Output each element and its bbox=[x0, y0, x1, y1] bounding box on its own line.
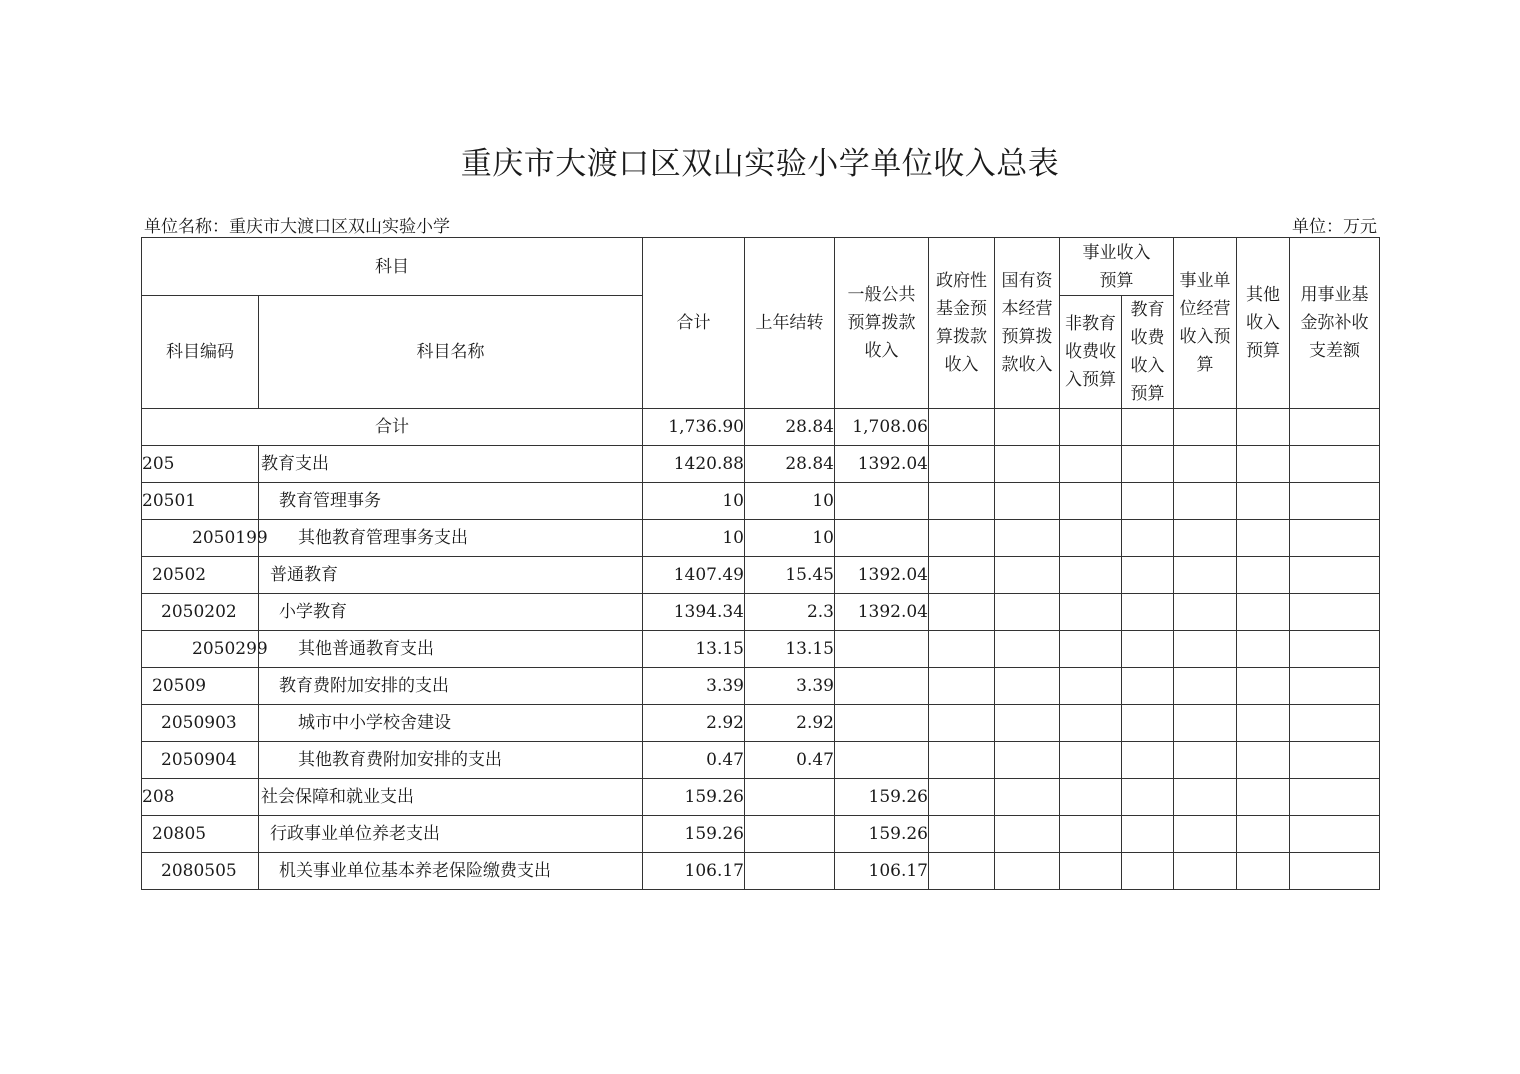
row-carryover: 2.3 bbox=[745, 594, 835, 631]
row-general-public: 106.17 bbox=[835, 853, 929, 890]
row-name: 机关事业单位基本养老保险缴费支出 bbox=[259, 853, 643, 890]
row-total: 13.15 bbox=[643, 631, 745, 668]
row-name: 其他普通教育支出 bbox=[259, 631, 643, 668]
row-total: 2.92 bbox=[643, 705, 745, 742]
header-state-capital: 国有资本经营预算拨款收入 bbox=[995, 238, 1060, 409]
total-general-public: 1,708.06 bbox=[835, 409, 929, 446]
row-total: 106.17 bbox=[643, 853, 745, 890]
header-carryover: 上年结转 bbox=[745, 238, 835, 409]
table-row bbox=[142, 779, 1380, 816]
unit-label: 单位：万元 bbox=[1292, 217, 1377, 237]
row-code: 2050299 bbox=[142, 631, 259, 668]
row-total: 0.47 bbox=[643, 742, 745, 779]
row-total: 1420.88 bbox=[643, 446, 745, 483]
row-code: 20509 bbox=[142, 668, 259, 705]
row-carryover: 0.47 bbox=[745, 742, 835, 779]
header-subject: 科目 bbox=[142, 238, 643, 296]
row-general-public bbox=[835, 520, 929, 557]
row-carryover: 2.92 bbox=[745, 705, 835, 742]
table-row bbox=[142, 446, 1380, 483]
total-label: 合计 bbox=[142, 409, 643, 446]
row-total: 159.26 bbox=[643, 779, 745, 816]
row-name: 小学教育 bbox=[259, 594, 643, 631]
row-carryover bbox=[745, 816, 835, 853]
row-carryover: 13.15 bbox=[745, 631, 835, 668]
row-code: 205 bbox=[142, 446, 259, 483]
row-general-public: 1392.04 bbox=[835, 557, 929, 594]
row-general-public bbox=[835, 631, 929, 668]
row-code: 20805 bbox=[142, 816, 259, 853]
table-row bbox=[142, 705, 1380, 742]
table-row bbox=[142, 668, 1380, 705]
row-name: 普通教育 bbox=[259, 557, 643, 594]
table-row bbox=[142, 742, 1380, 779]
row-carryover: 10 bbox=[745, 483, 835, 520]
row-code: 2050199 bbox=[142, 520, 259, 557]
total-total: 1,736.90 bbox=[643, 409, 745, 446]
row-general-public bbox=[835, 705, 929, 742]
row-carryover bbox=[745, 853, 835, 890]
header-career-unit-oper: 事业单位经营收入预算 bbox=[1174, 238, 1237, 409]
row-code: 2050202 bbox=[142, 594, 259, 631]
table-row bbox=[142, 631, 1380, 668]
row-total: 159.26 bbox=[643, 816, 745, 853]
row-name: 教育管理事务 bbox=[259, 483, 643, 520]
header-code: 科目编码 bbox=[142, 296, 259, 409]
total-row bbox=[142, 409, 1380, 446]
row-code: 2050903 bbox=[142, 705, 259, 742]
row-code: 20502 bbox=[142, 557, 259, 594]
header-other-income: 其他收入预算 bbox=[1237, 238, 1290, 409]
header-total: 合计 bbox=[643, 238, 745, 409]
row-name: 教育费附加安排的支出 bbox=[259, 668, 643, 705]
row-general-public: 1392.04 bbox=[835, 446, 929, 483]
row-total: 10 bbox=[643, 520, 745, 557]
row-total: 3.39 bbox=[643, 668, 745, 705]
table-row bbox=[142, 594, 1380, 631]
report-title: 重庆市大渡口区双山实验小学单位收入总表 bbox=[460, 146, 1060, 182]
row-general-public: 159.26 bbox=[835, 816, 929, 853]
row-carryover: 15.45 bbox=[745, 557, 835, 594]
row-general-public: 159.26 bbox=[835, 779, 929, 816]
header-gov-fund: 政府性基金预算拨款收入 bbox=[929, 238, 995, 409]
table-row bbox=[142, 853, 1380, 890]
row-name: 社会保障和就业支出 bbox=[259, 779, 643, 816]
row-carryover: 10 bbox=[745, 520, 835, 557]
row-general-public bbox=[835, 668, 929, 705]
table-row bbox=[142, 557, 1380, 594]
row-total: 10 bbox=[643, 483, 745, 520]
row-general-public bbox=[835, 483, 929, 520]
row-code: 20501 bbox=[142, 483, 259, 520]
row-name: 其他教育费附加安排的支出 bbox=[259, 742, 643, 779]
row-carryover bbox=[745, 779, 835, 816]
row-carryover: 3.39 bbox=[745, 668, 835, 705]
header-career-income: 事业收入预算 bbox=[1060, 238, 1174, 296]
unit-name: 单位名称：重庆市大渡口区双山实验小学 bbox=[144, 217, 450, 237]
header-fund-offset: 用事业基金弥补收支差额 bbox=[1290, 238, 1380, 409]
row-name: 行政事业单位养老支出 bbox=[259, 816, 643, 853]
row-general-public: 1392.04 bbox=[835, 594, 929, 631]
row-total: 1394.34 bbox=[643, 594, 745, 631]
income-summary-table bbox=[141, 237, 1380, 890]
table-row bbox=[142, 520, 1380, 557]
header-name: 科目名称 bbox=[259, 296, 643, 409]
table-row bbox=[142, 483, 1380, 520]
row-total: 1407.49 bbox=[643, 557, 745, 594]
table-row bbox=[142, 816, 1380, 853]
total-carryover: 28.84 bbox=[745, 409, 835, 446]
row-code: 208 bbox=[142, 779, 259, 816]
row-general-public bbox=[835, 742, 929, 779]
row-name: 其他教育管理事务支出 bbox=[259, 520, 643, 557]
header-general-public: 一般公共预算拨款收入 bbox=[835, 238, 929, 409]
row-carryover: 28.84 bbox=[745, 446, 835, 483]
row-code: 2050904 bbox=[142, 742, 259, 779]
row-code: 2080505 bbox=[142, 853, 259, 890]
header-edu-fee: 教育收费收入预算 bbox=[1122, 296, 1174, 409]
row-name: 城市中小学校舍建设 bbox=[259, 705, 643, 742]
row-name: 教育支出 bbox=[259, 446, 643, 483]
header-non-edu-fee: 非教育收费收入预算 bbox=[1060, 296, 1122, 409]
